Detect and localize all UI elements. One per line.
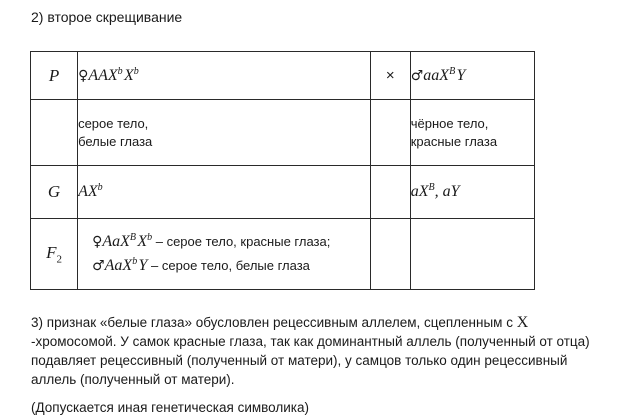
female-sign-icon: ♀ xyxy=(78,67,89,84)
male-phenotype: чёрное тело, красные глаза xyxy=(410,100,534,166)
male-gametes: $aX^B$, aY xyxy=(410,166,534,218)
empty-right-cell xyxy=(410,218,534,289)
empty-op-cell xyxy=(370,166,410,218)
row-parents xyxy=(31,52,535,100)
label-f2: $F_2$ xyxy=(31,218,78,289)
row-phenotypes xyxy=(31,100,535,166)
offspring-female: ♀AaX$^B$ $X^b$ – серое тело, красные глаза; xyxy=(92,231,331,250)
label-g: G xyxy=(31,166,78,218)
female-phenotype: серое тело, белые глаза xyxy=(78,100,371,166)
cross-sign: × xyxy=(370,52,410,100)
male-parent-genotype: ♂aaX$^B$ Y xyxy=(410,52,534,100)
x-chromosome-symbol: X xyxy=(516,314,529,331)
explanation-paragraph: 3) признак «белые глаза» обусловлен рецессивным аллелем, сцепленным с X -хромосомой. У самок красные глаза, так как доминантный аллель (полученный от отца) подавляет рецессивный (полученный от матери), у самцов только один рецессивный аллель (полученный от матери). xyxy=(31,314,590,387)
empty-op-cell xyxy=(370,100,410,166)
offspring-male: ♂AaX$^b$ Y – серое тело, белые глаза xyxy=(92,255,310,274)
row-offspring xyxy=(31,218,535,289)
female-gametes: $AX^b$ xyxy=(78,166,371,218)
label-p: P xyxy=(31,52,78,100)
male-sign-icon: ♂ xyxy=(410,67,424,84)
cross-table xyxy=(30,51,535,290)
symbolism-note: (Допускается иная генетическая символика) xyxy=(31,400,310,415)
section-heading: 2) второе скрещивание xyxy=(31,9,183,25)
empty-label-cell xyxy=(31,100,78,166)
row-gametes xyxy=(31,166,535,218)
offspring-genotypes xyxy=(78,218,371,289)
female-parent-genotype: ♀AAX$^b$ $X^b$ xyxy=(78,52,371,100)
empty-op-cell xyxy=(370,218,410,289)
male-sign-icon: ♂ xyxy=(92,257,105,274)
female-sign-icon: ♀ xyxy=(92,233,103,250)
